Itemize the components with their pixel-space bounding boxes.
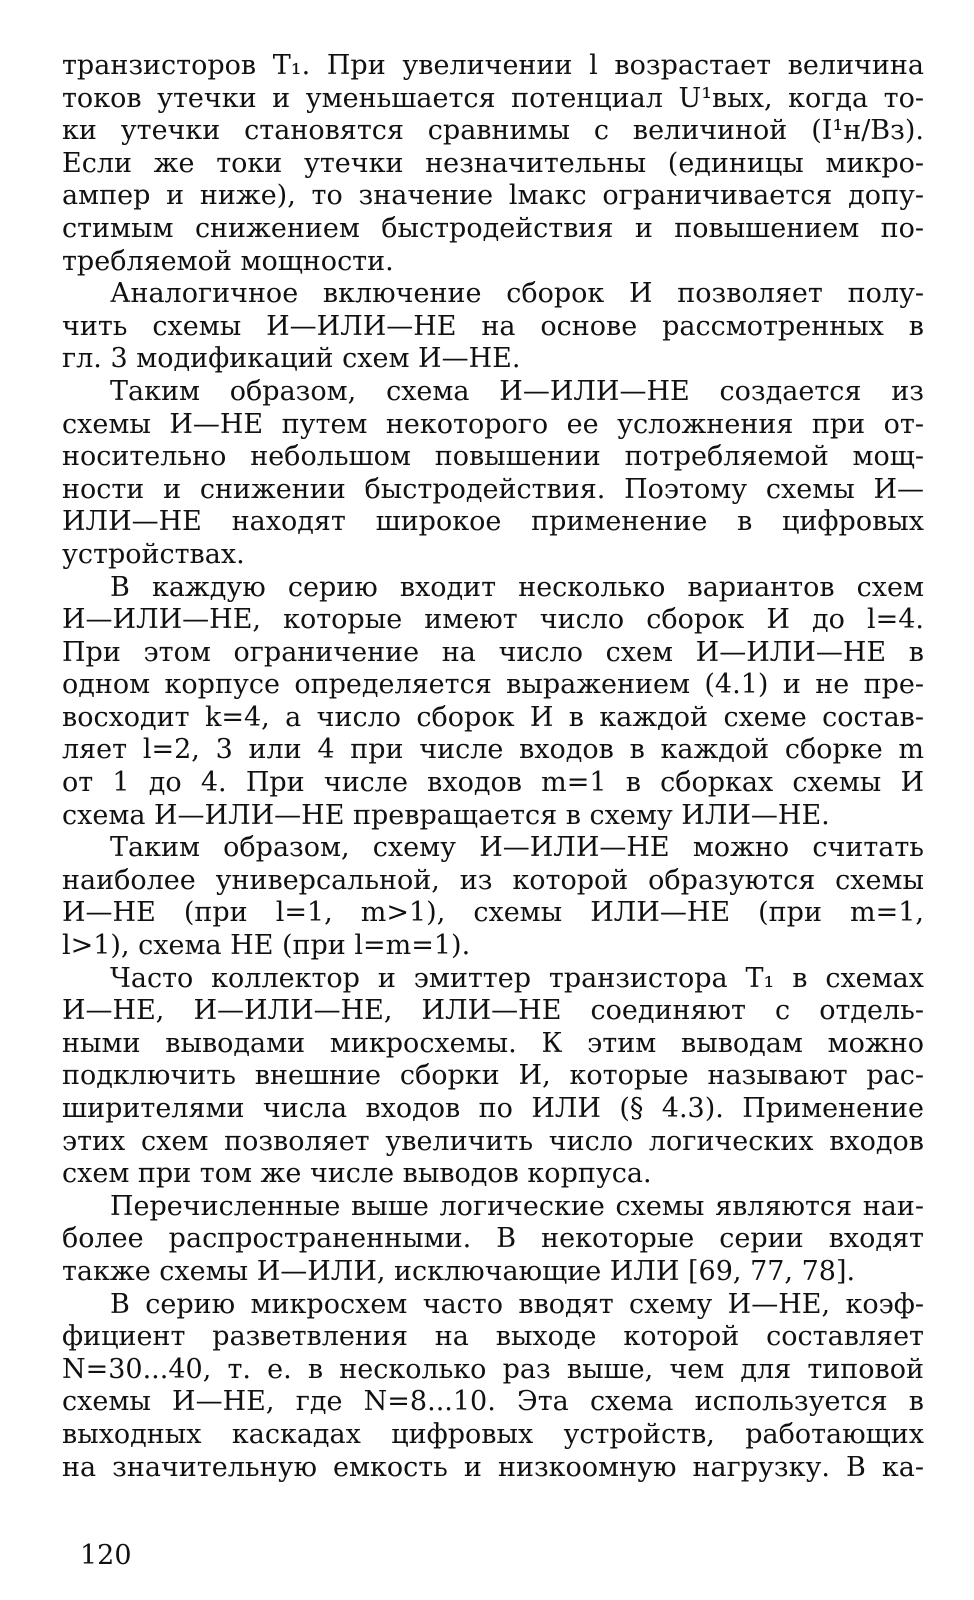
text-line: И—НЕ (при l=1, m>1), схемы ИЛИ—НЕ (при m=1, [62, 897, 924, 929]
text-line: Если же токи утечки незначительны (единицы микро- [62, 147, 924, 179]
text-line: ампер и ниже), то значение lмакс ограничивается допу- [62, 180, 924, 212]
text-line: восходит k=4, а число сборок И в каждой схеме состав- [62, 701, 924, 733]
text-line: этих схем позволяет увеличить число логических входов [62, 1125, 924, 1157]
text-line: В каждую серию входит несколько вариантов схем [110, 571, 924, 603]
text-line: Аналогичное включение сборок И позволяет полу- [110, 278, 924, 310]
text-line: гл. 3 модификаций схем И—НЕ. [62, 343, 521, 375]
text-line: от 1 до 4. При числе входов m=1 в сборках схемы И [62, 767, 924, 799]
text-line: При этом ограничение на число схем И—ИЛИ—НЕ в [62, 636, 924, 668]
text-line: l>1), схема НЕ (при l=m=1). [62, 930, 471, 962]
text-line: чить схемы И—ИЛИ—НЕ на основе рассмотренных в [62, 310, 924, 342]
text-line: схем при том же числе выводов корпуса. [62, 1158, 652, 1190]
text-line: носительно небольшом повышении потребляемой мощ- [62, 441, 924, 473]
text-line: ности и снижении быстродействия. Поэтому схемы И— [62, 473, 924, 505]
page-number: 120 [80, 1540, 132, 1571]
text-line: выходных каскадах цифровых устройств, работающих [62, 1418, 924, 1450]
text-line: более распространенными. В некоторые серии входят [62, 1223, 924, 1255]
text-line: В серию микросхем часто вводят схему И—НЕ, коэф- [110, 1288, 924, 1320]
text-line: также схемы И—ИЛИ, исключающие ИЛИ [69, 77, 78]. [62, 1255, 856, 1287]
text-line: ки утечки становятся сравнимы с величиной (I¹н/Bз). [62, 115, 924, 147]
text-line: Таким образом, схема И—ИЛИ—НЕ создается из [110, 375, 924, 407]
text-line: схемы И—НЕ, где N=8...10. Эта схема используется в [62, 1386, 924, 1418]
text-line: токов утечки и уменьшается потенциал U¹вых, когда то- [62, 82, 924, 114]
text-line: ширителями числа входов по ИЛИ (§ 4.3). Применение [62, 1093, 924, 1124]
text-line: И—НЕ, И—ИЛИ—НЕ, ИЛИ—НЕ соединяют с отдель- [62, 995, 924, 1027]
text-line: устройствах. [62, 538, 245, 570]
text-line: требляемой мощности. [62, 245, 394, 277]
text-line: Перечисленные выше логические схемы являются наи- [110, 1190, 924, 1222]
text-line: схема И—ИЛИ—НЕ превращается в схему ИЛИ—НЕ. [62, 799, 830, 831]
text-line: одном корпусе определяется выражением (4.1) и не пре- [62, 669, 924, 701]
text-line: Таким образом, схему И—ИЛИ—НЕ можно считать [110, 832, 924, 864]
page-text-block [62, 50, 924, 1484]
text-line: фициент разветвления на выходе которой составляет [62, 1321, 924, 1353]
text-line: подключить внешние сборки И, которые называют рас- [62, 1060, 924, 1092]
text-line: ИЛИ—НЕ находят широкое применение в цифровых [62, 506, 924, 538]
text-line: наиболее универсальной, из которой образуются схемы [62, 864, 924, 896]
text-line: И—ИЛИ—НЕ, которые имеют число сборок И до l=4. [62, 604, 924, 636]
text-line: N=30...40, т. е. в несколько раз выше, чем для типовой [62, 1353, 924, 1385]
text-line: на значительную емкость и низкоомную нагрузку. В ка- [62, 1451, 924, 1483]
text-line: стимым снижением быстродействия и повышением по- [62, 212, 924, 244]
text-line: ляет l=2, 3 или 4 при числе входов в каждой сборке m [62, 734, 924, 766]
text-line: схемы И—НЕ путем некоторого ее усложнения при от- [62, 408, 924, 440]
text-line: транзисторов T₁. При увеличении l возрастает величина [62, 50, 924, 81]
text-line: Часто коллектор и эмиттер транзистора T₁ в схемах [110, 962, 924, 994]
text-line: ными выводами микросхемы. К этим выводам можно [62, 1027, 924, 1059]
